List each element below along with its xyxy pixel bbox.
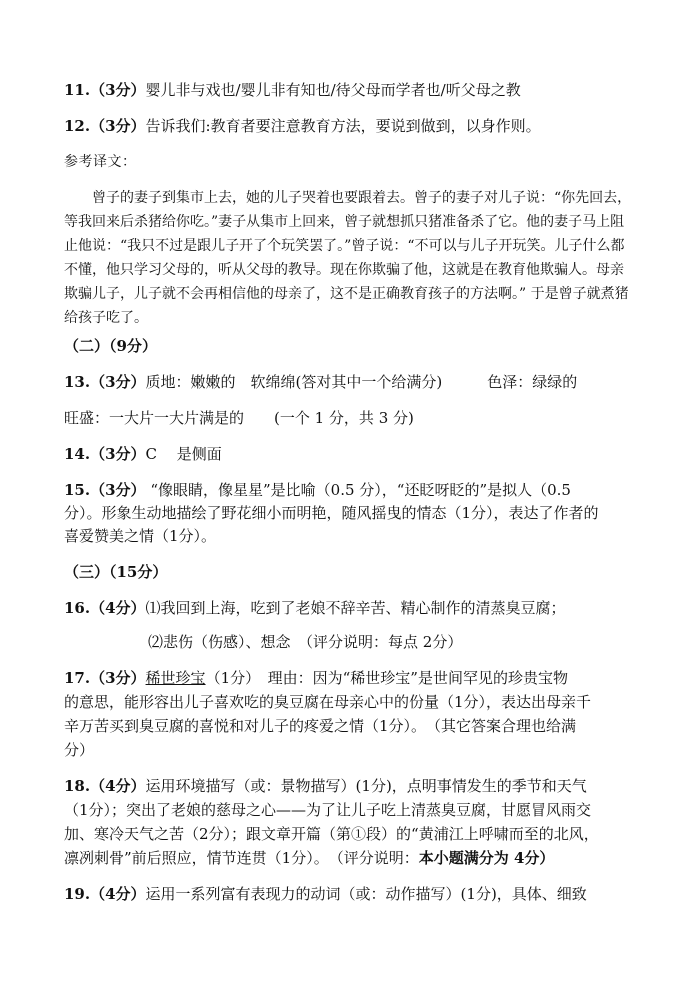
q15-number: 15.: [64, 481, 91, 499]
q18-answer-line4-text: 凛冽刺骨”前后照应，情节连贯（1分）。 （评分说明：: [64, 849, 419, 867]
section-2-heading: （二）（9分）: [64, 337, 157, 355]
question-18: [64, 776, 644, 796]
q18-score: （4分）: [90, 777, 146, 795]
q18-number: 18.: [64, 777, 91, 795]
question-13: [64, 372, 644, 392]
q14-number: 14.: [64, 445, 91, 463]
q14-answer: C 是侧面: [145, 445, 222, 463]
question-16: [64, 598, 644, 618]
q18-answer-line3: 加、寒冷天气之苦（2分）；跟文章开篇（第①段）的“黄浦江上呼啸而至的北风，: [64, 825, 599, 843]
reference-translation-text: [64, 186, 634, 330]
reference-translation-title: 参考译文：: [64, 154, 137, 170]
section-3-heading: （三）（15分）: [64, 563, 168, 581]
question-15: [64, 480, 644, 500]
q13-number: 13.: [64, 373, 91, 391]
q14-score: （3分）: [90, 445, 146, 463]
question-19: [64, 884, 644, 904]
q12-number: 12.: [64, 117, 91, 135]
q18-answer-line2: （1分）；突出了老娘的慈母之心——为了让儿子吃上清蒸臭豆腐，甘愿冒风雨交: [64, 801, 592, 819]
q17-answer-line2: 的意思，能形容出儿子喜欢吃的臭豆腐在母亲心中的份量（1分），表达出母亲千: [64, 693, 592, 711]
q17-number: 17.: [64, 669, 91, 687]
q17-answer-line4: 分）: [64, 741, 95, 759]
q11-score: （3分）: [90, 81, 146, 99]
q15-answer-line3: 喜爱赞美之情（1分）。: [64, 527, 217, 545]
question-14: [64, 444, 644, 464]
q18-answer-line4: [64, 848, 644, 868]
question-17: [64, 668, 644, 688]
q18-answer-line1: 运用环境描写（或：景物描写）(1分)，点明事情发生的季节和天气: [145, 777, 587, 795]
question-12: [64, 116, 644, 136]
q19-score: （4分）: [90, 885, 146, 903]
q15-answer-line2: 分）。形象生动地描绘了野花细小而明艳，随风摇曳的情态（1分），表达了作者的: [64, 504, 599, 522]
q17-answer-line1: （1分） 理由：因为“稀世珍宝”是世间罕见的珍贵宝物: [205, 669, 568, 687]
q17-score: （3分）: [90, 669, 146, 687]
q13-answer-line1: 质地：嫩嫩的 软绵绵(答对其中一个给满分) 色泽：绿绿的: [145, 373, 578, 391]
q16-score: （4分）: [90, 599, 146, 617]
q16-answer-line2: ⑵悲伤（伤感）、想念 （评分说明：每点 2分）: [148, 633, 463, 651]
translation-paragraph: 曾子的妻子到集市上去，她的儿子哭着也要跟着去。曾子的妻子对儿子说：“你先回去，等我回来后杀猪给你吃。”妻子从集市上回来，曾子就想抓只猪准备杀了它。他的妻子马上阻止他说：“我只不过是跟儿子开了个玩笑罢了。”曾子说：“不可以与儿子开玩笑。儿子什么都不懂，他只学习父母的，听从父母的教导。现在你欺骗了他，这就是在教育他欺骗人。母亲欺骗儿子，儿子就不会再相信他的母亲了，这不是正确教育孩子的方法啊。” 于是曾子就煮猪给孩子吃了。: [64, 190, 632, 326]
q19-answer-line1: 运用一系列富有表现力的动词（或：动作描写）(1分)，具体、细致: [145, 885, 587, 903]
q13-answer-line2: 旺盛：一大片一大片满是的 (一个 1 分，共 3 分): [64, 409, 414, 427]
q15-answer-line1: “像眼睛，像星星”是比喻（0.5 分），“还眨呀眨的”是拟人（0.5: [145, 481, 571, 499]
q16-number: 16.: [64, 599, 91, 617]
q18-score-note: 本小题满分为 4分）: [418, 849, 555, 867]
q15-score: （3分）: [90, 481, 146, 499]
q19-number: 19.: [64, 885, 91, 903]
q12-score: （3分）: [90, 117, 146, 135]
q11-number: 11.: [64, 81, 91, 99]
q17-answer-line3: 辛万苦买到臭豆腐的喜悦和对儿子的疼爱之情（1分）。 （其它答案合理也给满: [64, 717, 577, 735]
q16-answer-line1: ⑴我回到上海，吃到了老娘不辞辛苦、精心制作的清蒸臭豆腐；: [145, 599, 566, 617]
q17-answer-word: 稀世珍宝: [145, 669, 206, 687]
q11-answer: 婴儿非与戏也/婴儿非有知也/待父母而学者也/听父母之教: [145, 81, 521, 99]
q13-score: （3分）: [90, 373, 146, 391]
question-11: [64, 80, 644, 100]
q12-answer: 告诉我们:教育者要注意教育方法，要说到做到，以身作则。: [145, 117, 541, 135]
